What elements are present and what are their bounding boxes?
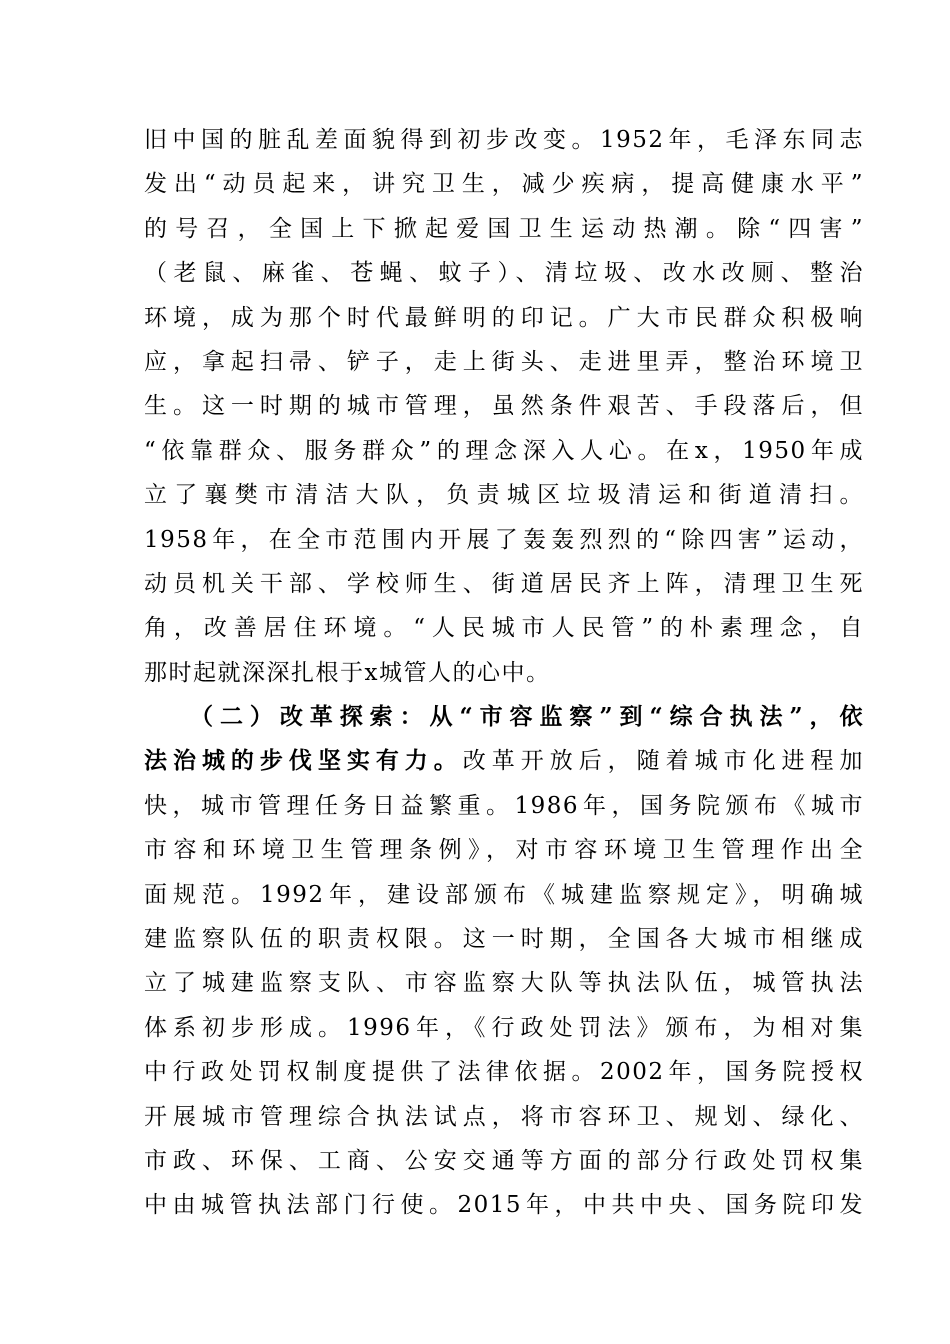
text-line: 应，拿起扫帚、铲子，走上街头、走进里弄，整治环境卫 xyxy=(144,348,864,375)
text-line: 市容和环境卫生管理条例》，对市容环境卫生管理作出全 xyxy=(144,837,864,864)
text-line: 中行政处罚权制度提供了法律依据。2002年，国务院授权 xyxy=(144,1059,864,1086)
text-line: 那时起就深深扎根于x城管人的心中。 xyxy=(144,659,551,686)
text-line: 环境，成为那个时代最鲜明的印记。广大市民群众积极响 xyxy=(144,304,864,331)
text-line: 1958年，在全市范围内开展了轰轰烈烈的“除四害”运动， xyxy=(144,526,864,553)
text-line: 开展城市管理综合执法试点，将市容环卫、规划、绿化、 xyxy=(144,1103,864,1130)
text-line: 市政、环保、工商、公安交通等方面的部分行政处罚权集 xyxy=(144,1147,864,1174)
text-line: 动员机关干部、学校师生、街道居民齐上阵，清理卫生死 xyxy=(144,570,864,597)
text-line: 角，改善居住环境。“人民城市人民管”的朴素理念，自 xyxy=(144,615,864,642)
text-line: 体系初步形成。1996年，《行政处罚法》颁布，为相对集 xyxy=(144,1014,864,1041)
text-span: 改革开放后，随着城市化进程加 xyxy=(462,748,864,775)
text-line: 面规范。1992年，建设部颁布《城建监察规定》，明确城 xyxy=(144,881,864,908)
text-line: 旧中国的脏乱差面貌得到初步改变。1952年，毛泽东同志 xyxy=(144,127,864,153)
text-line: 发出“动员起来，讲究卫生，减少疾病，提高健康水平” xyxy=(144,171,864,198)
text-line xyxy=(144,739,864,783)
text-line: 立了城建监察支队、市容监察大队等执法队伍，城管执法 xyxy=(144,970,864,997)
text-line: 的号召，全国上下掀起爱国卫生运动热潮。除“四害” xyxy=(144,215,864,242)
text-line: 快，城市管理任务日益繁重。1986年，国务院颁布《城市 xyxy=(144,792,864,819)
body-text xyxy=(144,118,864,1228)
section-heading: （二）改革探索：从“市容监察”到“综合执法”，依 xyxy=(190,703,864,731)
text-line: （老鼠、麻雀、苍蝇、蚊子）、清垃圾、改水改厕、整治 xyxy=(144,260,864,287)
text-line: 生。这一时期的城市管理，虽然条件艰苦、手段落后，但 xyxy=(144,393,864,420)
text-line: 建监察队伍的职责权限。这一时期，全国各大城市相继成 xyxy=(144,926,864,953)
text-line: 中由城管执法部门行使。2015年，中共中央、国务院印发 xyxy=(144,1192,864,1219)
text-line: “依靠群众、服务群众”的理念深入人心。在x，1950年成 xyxy=(144,437,864,464)
text-line: 立了襄樊市清洁大队，负责城区垃圾清运和街道清扫。 xyxy=(144,482,864,509)
section-heading-end: 法治城的步伐坚实有力。 xyxy=(144,747,463,775)
